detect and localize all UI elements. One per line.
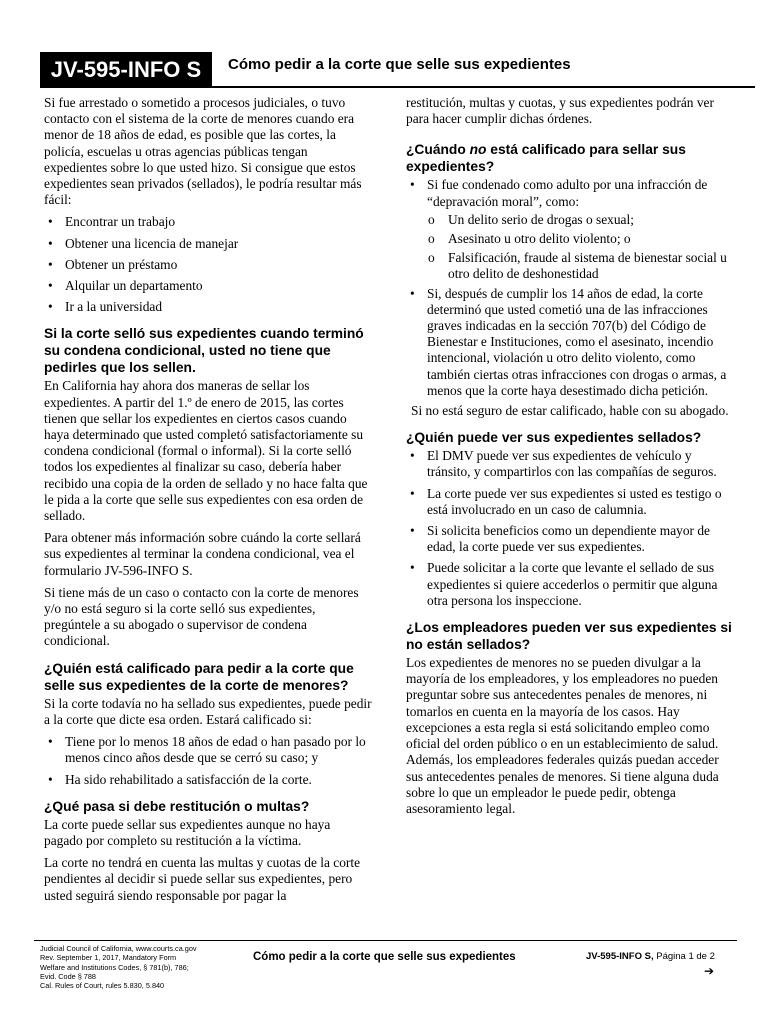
footer-form-id: JV-595-INFO S,	[586, 951, 654, 962]
list-item: • La corte puede ver sus expedientes si usted es testigo o está involucrado en un caso de calumnia.	[406, 486, 736, 518]
list-item: • Ha sido rehabilitado a satisfacción de la corte.	[44, 772, 372, 788]
qualified-list	[44, 734, 372, 788]
list-item: • El DMV puede ver sus expedientes de vehículo y tránsito, y compartirlos con las compañías de seguros.	[406, 448, 736, 480]
list-item: • Alquilar un departamento	[44, 278, 372, 294]
heading-who-can-see: ¿Quién puede ver sus expedientes sellados?	[406, 430, 702, 446]
form-id-badge: JV-595-INFO S	[40, 52, 212, 88]
sub-list-item: o Un delito serio de drogas o sexual;	[406, 212, 736, 228]
qualified-paragraph: Si la corte todavía no ha sellado sus expedientes, puede pedir a la corte que dicte esa orden. Estará calificado si:	[44, 695, 372, 727]
continued-paragraph: restitución, multas y cuotas, y sus expedientes podrán ver para hacer cumplir dichas órdenes.	[406, 95, 714, 127]
list-item: • Si solicita beneficios como un dependiente mayor de edad, la corte puede ver sus expedientes.	[406, 523, 736, 555]
sub-list	[406, 212, 736, 283]
list-item: • Si fue condenado como adulto por una infracción de “depravación moral”, como: o Un delito serio de drogas o sexual; o Asesinato u otro delito violento; o o Falsificación, fraude al sistema de bienestar social u otro delito de deshonestidad	[406, 177, 736, 282]
emphasis-no: no	[469, 142, 487, 158]
benefits-list	[44, 214, 372, 315]
heading-probation: Si la corte selló sus expedientes cuando terminó su condena condicional, usted no tiene que pedirles que los sellen.	[44, 326, 364, 376]
list-item: • Tiene por lo menos 18 años de edad o han pasado por lo menos cinco años desde que se cerró su caso; y	[44, 734, 372, 766]
list-item: • Obtener un préstamo	[44, 257, 372, 273]
employers-paragraph: Los expedientes de menores no se pueden divulgar a la mayoría de los empleadores, y los empleadores no pueden preguntar sobre sus antecedentes penales de menores, ni tomarlos en cuenta en la mayoría de los casos. Hay excepciones a esta regla si está solicitando empleo como oficial del orden público o en un establecimiento de salud. Además, los empleadores federales quizás puedan acceder sus antecedentes penales de menores. Si tiene alguna duda sobre lo que un empleador le puede pedir, obtenga asesoramiento legal.	[406, 655, 719, 816]
header-rule	[212, 86, 755, 88]
probation-paragraph-1: En California hay ahora dos maneras de sellar los expedientes. A partir del 1.º de enero de 2015, las cortes tienen que sellar los expedientes en ciertos casos cuando haya determinado que usted completó satisfactoriamente su condena condicional (formal o informal). Si la corte selló todos los expedientes al finalizar su caso, debería haber recibido una copia de la orden de sellado y no hace falta que le pida a la corte que selle sus expedientes con esa orden de sellado.	[44, 378, 368, 524]
page-number: Página 1 de 2	[653, 951, 715, 962]
footer-page-info	[586, 951, 715, 962]
intro-paragraph: Si fue arrestado o sometido a procesos judiciales, o tuvo contacto con el sistema de la corte de menores cuando era menor de 18 años de edad, es posible que las cortes, la policía, escuelas u otras agencias públicas tengan expedientes sobre lo que usted hizo. Si consigue que estos expedientes sean privados (sellados), le podría resultar más fácil:	[44, 95, 362, 208]
not-qualified-paragraph: Si no está seguro de estar calificado, hable con su abogado.	[411, 403, 729, 419]
list-item: • Si, después de cumplir los 14 años de edad, la corte determinó que usted cometió una de las infracciones graves indicadas en la sección 707(b) del Código de Bienestar e Instituciones, como el asesinato, incendio intencional, violación u otro delito violento, como también ciertas otras infracciones con drogas o armas, a menos que la corte haya desestimado dicha petición.	[406, 286, 736, 399]
sub-list-item: o Asesinato u otro delito violento; o	[406, 231, 736, 247]
heading-not-qualified: ¿Cuándo no está calificado para sellar sus expedientes?	[406, 142, 686, 175]
heading-employers: ¿Los empleadores pueden ver sus expedientes si no están sellados?	[406, 620, 732, 653]
probation-paragraph-3: Si tiene más de un caso o contacto con la corte de menores y/o no está seguro si la corte selló sus expedientes, pregúntele a su abogado o supervisor de condena condicional.	[44, 584, 359, 649]
heading-restitution: ¿Qué pasa si debe restitución o multas?	[44, 798, 310, 814]
footer-citations: Judicial Council of California, www.courts.ca.gov Rev. September 1, 2017, Mandatory Form Welfare and Institutions Codes, § 781(b), 786; Evid. Code § 788 Cal. Rules of Court, rules 5.830, 5.840	[40, 944, 197, 991]
probation-paragraph-2: Para obtener más información sobre cuándo la corte sellará sus expedientes al terminar la condena condicional, vea el formulario JV-596-INFO S.	[44, 530, 361, 578]
restitution-paragraph-1: La corte puede sellar sus expedientes aunque no haya pagado por completo su restitución a la víctima.	[44, 816, 331, 848]
left-column	[44, 95, 372, 910]
who-can-see-list	[406, 448, 736, 609]
next-page-arrow-icon: ➔	[704, 964, 715, 978]
list-item: • Encontrar un trabajo	[44, 214, 372, 230]
footer-title: Cómo pedir a la corte que selle sus expedientes	[253, 951, 516, 963]
sub-list-item: o Falsificación, fraude al sistema de bienestar social u otro delito de deshonestidad	[406, 250, 736, 282]
footer-rule	[34, 940, 737, 941]
page-title: Cómo pedir a la corte que selle sus expedientes	[228, 56, 571, 73]
heading-qualified: ¿Quién está calificado para pedir a la corte que selle sus expedientes de la corte de menores?	[44, 660, 354, 693]
page-header	[40, 52, 755, 88]
right-column	[406, 95, 736, 823]
restitution-paragraph-2: La corte no tendrá en cuenta las multas y cuotas de la corte pendientes al decidir si puede sellar sus expedientes, pero usted seguirá siendo responsable por pagar la	[44, 855, 361, 903]
not-qualified-list	[406, 177, 736, 399]
list-item: • Puede solicitar a la corte que levante el sellado de sus expedientes si quiere accederlos o permitir que alguna otra persona los inspeccione.	[406, 560, 736, 609]
list-item: • Obtener una licencia de manejar	[44, 236, 372, 252]
list-item: • Ir a la universidad	[44, 299, 372, 315]
